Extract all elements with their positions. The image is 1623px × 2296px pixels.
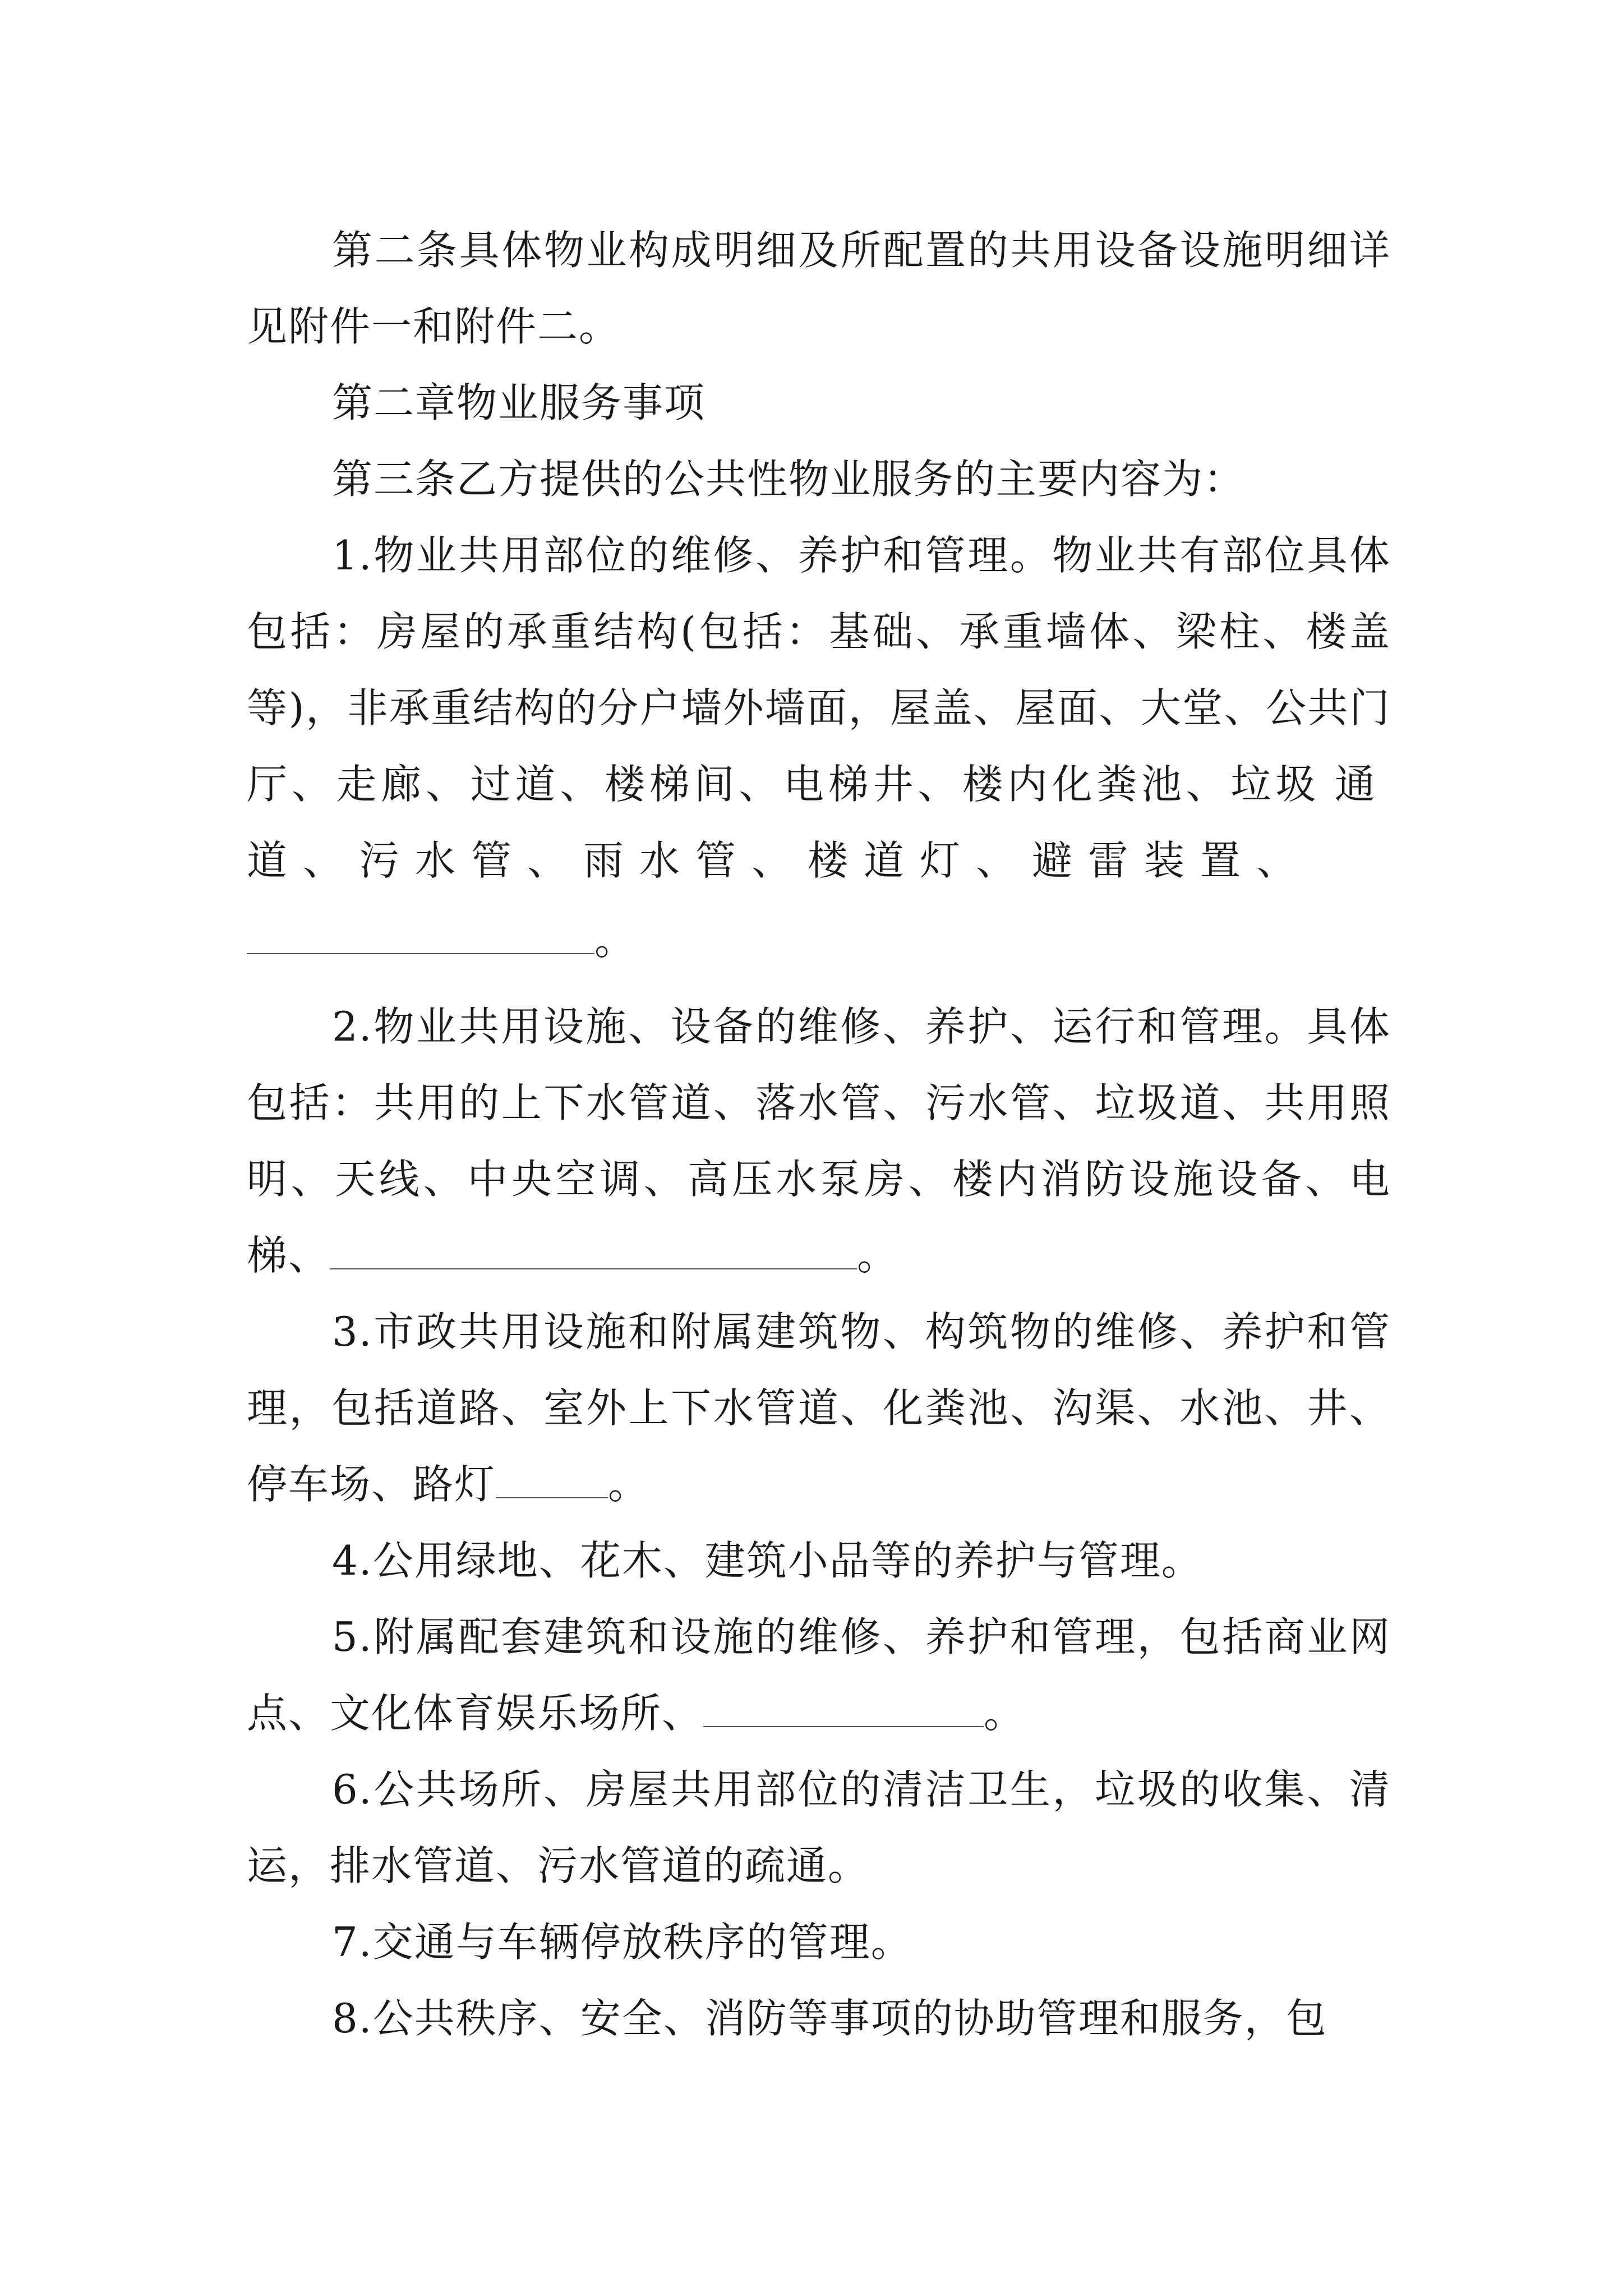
paragraph-item-6: 6.公共场所、房屋共用部位的清洁卫生，垃圾的收集、清运，排水管道、污水管道的疏通。 — [247, 1766, 1391, 1889]
paragraph-item-5 — [247, 1599, 1391, 1751]
paragraph-item-2 — [247, 988, 1391, 1294]
item-2-end: 。 — [857, 1232, 899, 1279]
item-3-end: 。 — [608, 1461, 650, 1508]
paragraph-item-4: 4.公用绿地、花木、建筑小品等的养护与管理。 — [332, 1537, 1203, 1584]
chapter-heading: 第二章物业服务事项 — [332, 379, 706, 426]
fill-in-blank[interactable] — [330, 1235, 857, 1269]
paragraph-item-1 — [247, 517, 1391, 899]
paragraph-article-2: 第二条具体物业构成明细及所配置的共用设备设施明细详见附件一和附件二。 — [247, 227, 1391, 350]
fill-in-blank[interactable] — [703, 1692, 984, 1727]
fill-in-blank[interactable] — [247, 919, 594, 954]
item-2-text: 2.物业共用设施、设备的维修、养护、运行和管理。具体包括：共用的上下水管道、落水管、污水管、垃圾道、共用照明、天线、中央空调、高压水泵房、楼内消防设施设备、电梯、 — [247, 1003, 1391, 1279]
item-1-text: 1.物业共用部位的维修、养护和管理。物业共有部位具体包括：房屋的承重结构(包括：基础、承重墙体、梁柱、楼盖等)，非承重结构的分户墙外墙面，屋盖、屋面、大堂、公共门厅、走廊、过道、楼梯间、电梯井、楼内化粪池、垃 — [247, 532, 1391, 808]
paragraph-article-3: 第三条乙方提供的公共性物业服务的主要内容为： — [332, 455, 1246, 503]
item-1-fill-line — [247, 899, 1391, 988]
paragraph-item-8: 8.公共秩序、安全、消防等事项的协助管理和服务，包 — [332, 1995, 1327, 2042]
fill-in-blank[interactable] — [496, 1464, 608, 1498]
item-5-end: 。 — [984, 1690, 1026, 1737]
paragraph-item-7: 7.交通与车辆停放秩序的管理。 — [332, 1918, 912, 1966]
paragraph-item-3 — [247, 1294, 1391, 1522]
item-1-text-spread: 圾通道、污水管、雨水管、楼道灯、避雷装置、 — [247, 761, 1391, 884]
document-body — [247, 212, 1391, 2056]
item-3-text: 3.市政共用设施和附属建筑物、构筑物的维修、养护和管理，包括道路、室外上下水管道、化粪池、沟渠、水池、井、停车场、路灯 — [247, 1308, 1391, 1508]
item-5-text: 5.附属配套建筑和设施的维修、养护和管理，包括商业网点、文化体育娱乐场所、 — [247, 1613, 1391, 1737]
item-1-end: 。 — [594, 917, 637, 964]
